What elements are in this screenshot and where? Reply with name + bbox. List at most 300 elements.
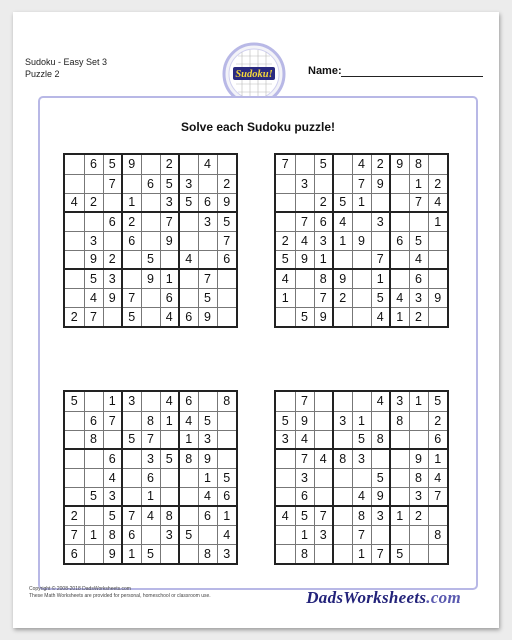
given-cell: 4 xyxy=(295,430,314,449)
blank-cell[interactable] xyxy=(122,487,141,506)
sudoku-grid xyxy=(276,155,447,326)
sudoku-row xyxy=(276,468,447,487)
sudoku-row xyxy=(65,174,236,193)
blank-cell[interactable] xyxy=(141,212,160,231)
given-cell: 5 xyxy=(428,392,447,411)
blank-cell[interactable] xyxy=(333,506,352,525)
blank-cell[interactable] xyxy=(141,193,160,212)
blank-cell[interactable] xyxy=(314,468,333,487)
sudoku-puzzle-2 xyxy=(274,153,449,328)
given-cell: 4 xyxy=(352,487,371,506)
given-cell: 9 xyxy=(352,231,371,250)
blank-cell[interactable] xyxy=(65,430,84,449)
sudoku-grid xyxy=(65,155,236,326)
blank-cell[interactable] xyxy=(371,525,390,544)
given-cell: 4 xyxy=(390,288,409,307)
given-cell: 6 xyxy=(179,307,198,326)
blank-cell[interactable] xyxy=(179,544,198,563)
blank-cell[interactable] xyxy=(179,468,198,487)
blank-cell[interactable] xyxy=(179,487,198,506)
given-cell: 5 xyxy=(371,288,390,307)
blank-cell[interactable] xyxy=(390,269,409,288)
logo-wordmark: Sudoku! xyxy=(235,69,273,80)
given-cell: 8 xyxy=(333,449,352,468)
given-cell: 4 xyxy=(352,155,371,174)
blank-cell[interactable] xyxy=(122,174,141,193)
given-cell: 2 xyxy=(65,307,84,326)
given-cell: 9 xyxy=(428,288,447,307)
given-cell: 2 xyxy=(103,250,122,269)
blank-cell[interactable] xyxy=(65,468,84,487)
sudoku-row xyxy=(276,449,447,468)
sudoku-row xyxy=(276,155,447,174)
given-cell: 6 xyxy=(314,212,333,231)
blank-cell[interactable] xyxy=(314,174,333,193)
given-cell: 1 xyxy=(333,231,352,250)
blank-cell[interactable] xyxy=(160,487,179,506)
given-cell: 6 xyxy=(141,174,160,193)
given-cell: 2 xyxy=(371,155,390,174)
blank-cell[interactable] xyxy=(179,269,198,288)
given-cell: 1 xyxy=(122,193,141,212)
blank-cell[interactable] xyxy=(179,231,198,250)
name-field-line[interactable] xyxy=(341,76,483,77)
blank-cell[interactable] xyxy=(390,250,409,269)
blank-cell[interactable] xyxy=(65,174,84,193)
given-cell: 1 xyxy=(409,174,428,193)
blank-cell[interactable] xyxy=(276,174,295,193)
given-cell: 5 xyxy=(217,212,236,231)
blank-cell[interactable] xyxy=(428,231,447,250)
given-cell: 7 xyxy=(276,155,295,174)
blank-cell[interactable] xyxy=(65,487,84,506)
sudoku-row xyxy=(276,506,447,525)
blank-cell[interactable] xyxy=(390,193,409,212)
given-cell: 6 xyxy=(103,212,122,231)
blank-cell[interactable] xyxy=(390,468,409,487)
blank-cell[interactable] xyxy=(160,430,179,449)
blank-cell[interactable] xyxy=(217,411,236,430)
blank-cell[interactable] xyxy=(333,155,352,174)
given-cell: 3 xyxy=(160,193,179,212)
blank-cell[interactable] xyxy=(65,250,84,269)
given-cell: 5 xyxy=(160,174,179,193)
blank-cell[interactable] xyxy=(276,544,295,563)
given-cell: 4 xyxy=(409,250,428,269)
blank-cell[interactable] xyxy=(103,231,122,250)
blank-cell[interactable] xyxy=(276,468,295,487)
blank-cell[interactable] xyxy=(160,544,179,563)
given-cell: 7 xyxy=(409,193,428,212)
given-cell: 5 xyxy=(103,506,122,525)
given-cell: 1 xyxy=(179,430,198,449)
given-cell: 8 xyxy=(428,525,447,544)
blank-cell[interactable] xyxy=(217,307,236,326)
given-cell: 6 xyxy=(428,430,447,449)
given-cell: 6 xyxy=(217,250,236,269)
brand-logo xyxy=(306,588,461,608)
blank-cell[interactable] xyxy=(352,468,371,487)
blank-cell[interactable] xyxy=(65,449,84,468)
given-cell: 7 xyxy=(352,174,371,193)
blank-cell[interactable] xyxy=(84,174,103,193)
given-cell: 5 xyxy=(276,411,295,430)
given-cell: 6 xyxy=(122,231,141,250)
sudoku-row xyxy=(276,193,447,212)
given-cell: 8 xyxy=(409,468,428,487)
brand-prefix: Dads xyxy=(306,588,344,607)
given-cell: 9 xyxy=(371,487,390,506)
given-cell: 4 xyxy=(141,506,160,525)
sudoku-row xyxy=(65,449,236,468)
given-cell: 3 xyxy=(371,212,390,231)
given-cell: 9 xyxy=(103,544,122,563)
blank-cell[interactable] xyxy=(103,307,122,326)
blank-cell[interactable] xyxy=(352,307,371,326)
blank-cell[interactable] xyxy=(390,430,409,449)
blank-cell[interactable] xyxy=(314,544,333,563)
sudoku-row xyxy=(276,430,447,449)
given-cell: 7 xyxy=(371,250,390,269)
blank-cell[interactable] xyxy=(141,307,160,326)
given-cell: 4 xyxy=(160,307,179,326)
given-cell: 3 xyxy=(314,525,333,544)
blank-cell[interactable] xyxy=(65,231,84,250)
given-cell: 7 xyxy=(122,288,141,307)
given-cell: 4 xyxy=(179,250,198,269)
sudoku-row xyxy=(65,307,236,326)
sudoku-row xyxy=(276,174,447,193)
given-cell: 5 xyxy=(179,193,198,212)
given-cell: 4 xyxy=(428,468,447,487)
given-cell: 8 xyxy=(295,544,314,563)
footer xyxy=(29,586,211,600)
blank-cell[interactable] xyxy=(314,487,333,506)
given-cell: 5 xyxy=(160,449,179,468)
given-cell: 4 xyxy=(371,307,390,326)
blank-cell[interactable] xyxy=(141,231,160,250)
given-cell: 5 xyxy=(179,525,198,544)
worksheet-page xyxy=(13,12,499,628)
given-cell: 6 xyxy=(390,231,409,250)
sudoku-row xyxy=(65,231,236,250)
blank-cell[interactable] xyxy=(390,525,409,544)
blank-cell[interactable] xyxy=(276,212,295,231)
blank-cell[interactable] xyxy=(276,193,295,212)
given-cell: 2 xyxy=(333,288,352,307)
blank-cell[interactable] xyxy=(65,411,84,430)
blank-cell[interactable] xyxy=(84,506,103,525)
given-cell: 1 xyxy=(352,193,371,212)
sudoku-row xyxy=(65,544,236,563)
given-cell: 6 xyxy=(84,411,103,430)
given-cell: 3 xyxy=(160,525,179,544)
blank-cell[interactable] xyxy=(333,430,352,449)
given-cell: 7 xyxy=(217,231,236,250)
given-cell: 6 xyxy=(198,506,217,525)
given-cell: 3 xyxy=(179,174,198,193)
given-cell: 8 xyxy=(103,525,122,544)
blank-cell[interactable] xyxy=(122,269,141,288)
blank-cell[interactable] xyxy=(333,392,352,411)
blank-cell[interactable] xyxy=(84,392,103,411)
given-cell: 6 xyxy=(295,487,314,506)
given-cell: 2 xyxy=(428,411,447,430)
given-cell: 7 xyxy=(371,544,390,563)
sudoku-puzzle-1 xyxy=(63,153,238,328)
blank-cell[interactable] xyxy=(160,468,179,487)
blank-cell[interactable] xyxy=(198,525,217,544)
given-cell: 9 xyxy=(371,174,390,193)
given-cell: 9 xyxy=(198,449,217,468)
given-cell: 3 xyxy=(122,392,141,411)
blank-cell[interactable] xyxy=(179,212,198,231)
blank-cell[interactable] xyxy=(217,155,236,174)
given-cell: 3 xyxy=(295,468,314,487)
blank-cell[interactable] xyxy=(276,392,295,411)
given-cell: 4 xyxy=(84,288,103,307)
blank-cell[interactable] xyxy=(428,155,447,174)
sudoku-row xyxy=(65,250,236,269)
sudoku-row xyxy=(276,250,447,269)
blank-cell[interactable] xyxy=(295,269,314,288)
worksheet-title: Sudoku - Easy Set 3 xyxy=(25,57,108,67)
given-cell: 8 xyxy=(198,544,217,563)
given-cell: 7 xyxy=(352,525,371,544)
given-cell: 5 xyxy=(84,269,103,288)
blank-cell[interactable] xyxy=(198,250,217,269)
given-cell: 2 xyxy=(122,212,141,231)
given-cell: 8 xyxy=(160,506,179,525)
blank-cell[interactable] xyxy=(428,506,447,525)
blank-cell[interactable] xyxy=(198,392,217,411)
blank-cell[interactable] xyxy=(65,212,84,231)
blank-cell[interactable] xyxy=(65,288,84,307)
blank-cell[interactable] xyxy=(198,231,217,250)
blank-cell[interactable] xyxy=(179,506,198,525)
blank-cell[interactable] xyxy=(84,468,103,487)
given-cell: 6 xyxy=(409,269,428,288)
given-cell: 7 xyxy=(84,307,103,326)
blank-cell[interactable] xyxy=(103,430,122,449)
given-cell: 3 xyxy=(409,487,428,506)
blank-cell[interactable] xyxy=(371,411,390,430)
given-cell: 5 xyxy=(352,430,371,449)
blank-cell[interactable] xyxy=(409,212,428,231)
blank-cell[interactable] xyxy=(333,525,352,544)
blank-cell[interactable] xyxy=(428,250,447,269)
usage-notice: These Math Worksheets are provided for personal, homeschool or classroom use. xyxy=(29,593,211,599)
given-cell: 1 xyxy=(428,212,447,231)
blank-cell[interactable] xyxy=(276,307,295,326)
blank-cell[interactable] xyxy=(217,430,236,449)
blank-cell[interactable] xyxy=(371,193,390,212)
blank-cell[interactable] xyxy=(179,155,198,174)
given-cell: 5 xyxy=(314,155,333,174)
given-cell: 3 xyxy=(295,174,314,193)
given-cell: 5 xyxy=(103,155,122,174)
given-cell: 5 xyxy=(217,468,236,487)
given-cell: 9 xyxy=(390,155,409,174)
given-cell: 3 xyxy=(141,449,160,468)
blank-cell[interactable] xyxy=(352,269,371,288)
blank-cell[interactable] xyxy=(352,288,371,307)
given-cell: 2 xyxy=(65,506,84,525)
blank-cell[interactable] xyxy=(295,193,314,212)
given-cell: 3 xyxy=(103,487,122,506)
blank-cell[interactable] xyxy=(371,449,390,468)
blank-cell[interactable] xyxy=(428,307,447,326)
blank-cell[interactable] xyxy=(390,487,409,506)
blank-cell[interactable] xyxy=(352,250,371,269)
given-cell: 1 xyxy=(352,544,371,563)
blank-cell[interactable] xyxy=(84,544,103,563)
given-cell: 1 xyxy=(160,411,179,430)
blank-cell[interactable] xyxy=(428,544,447,563)
blank-cell[interactable] xyxy=(84,212,103,231)
blank-cell[interactable] xyxy=(122,468,141,487)
blank-cell[interactable] xyxy=(160,250,179,269)
given-cell: 3 xyxy=(390,392,409,411)
blank-cell[interactable] xyxy=(84,449,103,468)
blank-cell[interactable] xyxy=(390,212,409,231)
blank-cell[interactable] xyxy=(333,468,352,487)
given-cell: 7 xyxy=(295,449,314,468)
blank-cell[interactable] xyxy=(352,392,371,411)
blank-cell[interactable] xyxy=(179,288,198,307)
brand-domain: .com xyxy=(426,588,461,607)
blank-cell[interactable] xyxy=(141,288,160,307)
blank-cell[interactable] xyxy=(314,430,333,449)
blank-cell[interactable] xyxy=(390,174,409,193)
blank-cell[interactable] xyxy=(409,430,428,449)
given-cell: 2 xyxy=(409,307,428,326)
sudoku-row xyxy=(65,269,236,288)
blank-cell[interactable] xyxy=(141,155,160,174)
sudoku-row xyxy=(65,392,236,411)
blank-cell[interactable] xyxy=(333,307,352,326)
blank-cell[interactable] xyxy=(217,269,236,288)
given-cell: 9 xyxy=(295,250,314,269)
given-cell: 6 xyxy=(103,449,122,468)
blank-cell[interactable] xyxy=(333,250,352,269)
given-cell: 5 xyxy=(65,392,84,411)
given-cell: 7 xyxy=(103,411,122,430)
given-cell: 9 xyxy=(141,269,160,288)
given-cell: 2 xyxy=(160,155,179,174)
blank-cell[interactable] xyxy=(333,174,352,193)
name-label: Name: xyxy=(308,65,342,77)
given-cell: 8 xyxy=(84,430,103,449)
blank-cell[interactable] xyxy=(122,250,141,269)
given-cell: 3 xyxy=(198,212,217,231)
blank-cell[interactable] xyxy=(428,269,447,288)
given-cell: 9 xyxy=(160,231,179,250)
given-cell: 1 xyxy=(352,411,371,430)
given-cell: 4 xyxy=(217,525,236,544)
given-cell: 6 xyxy=(122,525,141,544)
blank-cell[interactable] xyxy=(390,449,409,468)
given-cell: 7 xyxy=(141,430,160,449)
sudoku-row xyxy=(65,411,236,430)
puzzle-number: Puzzle 2 xyxy=(25,69,60,79)
blank-cell[interactable] xyxy=(371,231,390,250)
given-cell: 9 xyxy=(103,288,122,307)
blank-cell[interactable] xyxy=(333,544,352,563)
blank-cell[interactable] xyxy=(409,525,428,544)
given-cell: 3 xyxy=(84,231,103,250)
sudoku-row xyxy=(65,430,236,449)
given-cell: 4 xyxy=(103,468,122,487)
given-cell: 4 xyxy=(276,506,295,525)
blank-cell[interactable] xyxy=(276,525,295,544)
given-cell: 3 xyxy=(198,430,217,449)
blank-cell[interactable] xyxy=(217,449,236,468)
given-cell: 1 xyxy=(295,525,314,544)
blank-cell[interactable] xyxy=(409,411,428,430)
given-cell: 6 xyxy=(179,392,198,411)
given-cell: 4 xyxy=(198,155,217,174)
blank-cell[interactable] xyxy=(141,392,160,411)
given-cell: 9 xyxy=(409,449,428,468)
given-cell: 4 xyxy=(314,449,333,468)
given-cell: 2 xyxy=(84,193,103,212)
given-cell: 1 xyxy=(390,506,409,525)
given-cell: 5 xyxy=(198,288,217,307)
given-cell: 1 xyxy=(160,269,179,288)
blank-cell[interactable] xyxy=(333,487,352,506)
given-cell: 7 xyxy=(314,506,333,525)
given-cell: 3 xyxy=(103,269,122,288)
blank-cell[interactable] xyxy=(65,269,84,288)
worksheet-header xyxy=(25,56,107,80)
given-cell: 8 xyxy=(314,269,333,288)
sudoku-grid xyxy=(65,392,236,563)
blank-cell[interactable] xyxy=(352,212,371,231)
given-cell: 7 xyxy=(103,174,122,193)
blank-cell[interactable] xyxy=(103,193,122,212)
given-cell: 5 xyxy=(390,544,409,563)
blank-cell[interactable] xyxy=(141,525,160,544)
blank-cell[interactable] xyxy=(122,411,141,430)
blank-cell[interactable] xyxy=(276,487,295,506)
given-cell: 8 xyxy=(141,411,160,430)
sudoku-row xyxy=(65,212,236,231)
given-cell: 4 xyxy=(160,392,179,411)
blank-cell[interactable] xyxy=(198,174,217,193)
blank-cell[interactable] xyxy=(65,155,84,174)
given-cell: 5 xyxy=(198,411,217,430)
blank-cell[interactable] xyxy=(217,288,236,307)
given-cell: 7 xyxy=(198,269,217,288)
blank-cell[interactable] xyxy=(409,544,428,563)
blank-cell[interactable] xyxy=(276,449,295,468)
blank-cell[interactable] xyxy=(295,155,314,174)
given-cell: 4 xyxy=(371,392,390,411)
sudoku-row xyxy=(65,155,236,174)
given-cell: 5 xyxy=(333,193,352,212)
sudoku-row xyxy=(276,231,447,250)
blank-cell[interactable] xyxy=(314,392,333,411)
sudoku-row xyxy=(276,212,447,231)
given-cell: 7 xyxy=(314,288,333,307)
blank-cell[interactable] xyxy=(295,288,314,307)
blank-cell[interactable] xyxy=(314,411,333,430)
blank-cell[interactable] xyxy=(122,449,141,468)
given-cell: 6 xyxy=(141,468,160,487)
given-cell: 6 xyxy=(65,544,84,563)
given-cell: 8 xyxy=(352,506,371,525)
